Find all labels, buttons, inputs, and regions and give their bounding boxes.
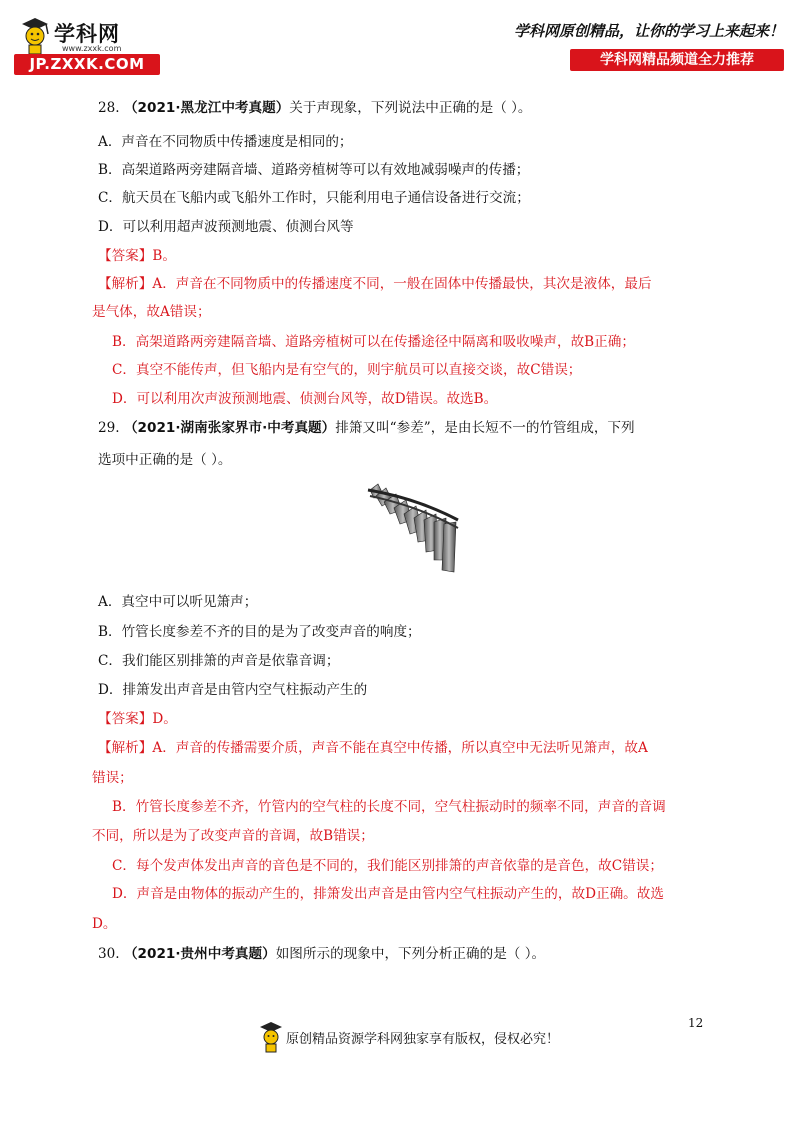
question-text: 关于声现象，下列说法中正确的是（ ）。 [289,100,532,116]
question-text-continued: 选项中正确的是（ ）。 [98,452,232,468]
answer-value: B。 [152,248,176,264]
page-number: 12 [688,1016,704,1030]
header-slogan: 学科网原创精品，让你的学习上来起来！ [513,22,784,40]
analysis-line: D．可以利用次声波预测地震、侦测台风等，故D错误。故选B。 [112,391,498,407]
analysis-line: 错误； [92,770,133,786]
analysis-line: B．高架道路两旁建隔音墙、道路旁植树可以在传播途径中隔离和吸收噪声，故B正确； [112,334,635,350]
option-c: C．航天员在飞船内或飞船外工作时，只能利用电子通信设备进行交流； [98,190,530,206]
option-b: B．高架道路两旁建隔音墙、道路旁植树等可以有效地减弱噪声的传播； [98,162,530,178]
option-d: D．排箫发出声音是由管内空气柱振动产生的 [98,682,368,698]
channel-banner: 学科网精品频道全力推荐 [570,49,784,71]
analysis-line: D。 [92,916,117,932]
option-d: D．可以利用超声波预测地震、侦测台风等 [98,219,354,235]
option-a: A．声音在不同物质中传播速度是相同的； [98,134,353,150]
analysis-line: 是气体，故A错误； [92,304,211,320]
question-text: 排箫又叫“参差”，是由长短不一的竹管组成，下列 [335,420,635,436]
question-source: （2021·湖南张家界市·中考真题） [123,420,336,436]
answer-line [98,244,176,264]
mascot-icon [258,1020,284,1054]
question-number: 30. [98,946,120,962]
question-number: 29. [98,420,120,436]
answer-label: 【答案】 [98,248,153,264]
analysis-line: B．竹管长度参差不齐，竹管内的空气柱的长度不同，空气柱振动时的频率不同，声音的音调 [112,799,666,815]
option-c: C．我们能区别排箫的声音是依靠音调； [98,653,340,669]
answer-value: D。 [152,711,177,727]
analysis-line [98,736,648,756]
question-source: （2021·贵州中考真题） [123,946,276,962]
pan-pipe-illustration [366,480,466,576]
copyright-notice: 原创精品资源学科网独家享有版权，侵权必究！ [286,1032,560,1047]
analysis-text: A．声音的传播需要介质，声音不能在真空中传播，所以真空中无法听见箫声，故A [152,740,648,756]
analysis-text: A．声音在不同物质中的传播速度不同，一般在固体中传播最快，其次是液体，最后 [152,276,652,292]
analysis-line: C．真空不能传声，但飞船内是有空气的，则宇航员可以直接交谈，故C错误； [112,362,582,378]
analysis-line: 不同，所以是为了改变声音的音调，故B错误； [92,828,374,844]
analysis-label: 【解析】 [98,740,153,756]
logo-site-bar[interactable]: JP.ZXXK.COM [14,54,160,75]
analysis-line [98,272,652,292]
mascot-icon [18,16,52,56]
logo-url: www.zxxk.com [62,44,122,53]
question-number: 28. [98,100,120,116]
analysis-line: D．声音是由物体的振动产生的，排箫发出声音是由管内空气柱振动产生的，故D正确。故选 [112,886,664,902]
analysis-label: 【解析】 [98,276,153,292]
question-source: （2021·黑龙江中考真题） [123,100,290,116]
site-logo [14,14,164,74]
answer-line [98,707,177,727]
question-29-stem [98,416,635,436]
analysis-line: C．每个发声体发出声音的音色是不同的，我们能区别排箫的声音依靠的是音色，故C错误； [112,858,663,874]
question-28-stem [98,96,532,116]
logo-text: 学科网 [54,22,120,46]
option-b: B．竹管长度参差不齐的目的是为了改变声音的响度； [98,624,421,640]
question-30-stem [98,942,545,962]
question-text: 如图所示的现象中，下列分析正确的是（ ）。 [275,946,546,962]
answer-label: 【答案】 [98,711,153,727]
option-a: A．真空中可以听见箫声； [98,594,258,610]
